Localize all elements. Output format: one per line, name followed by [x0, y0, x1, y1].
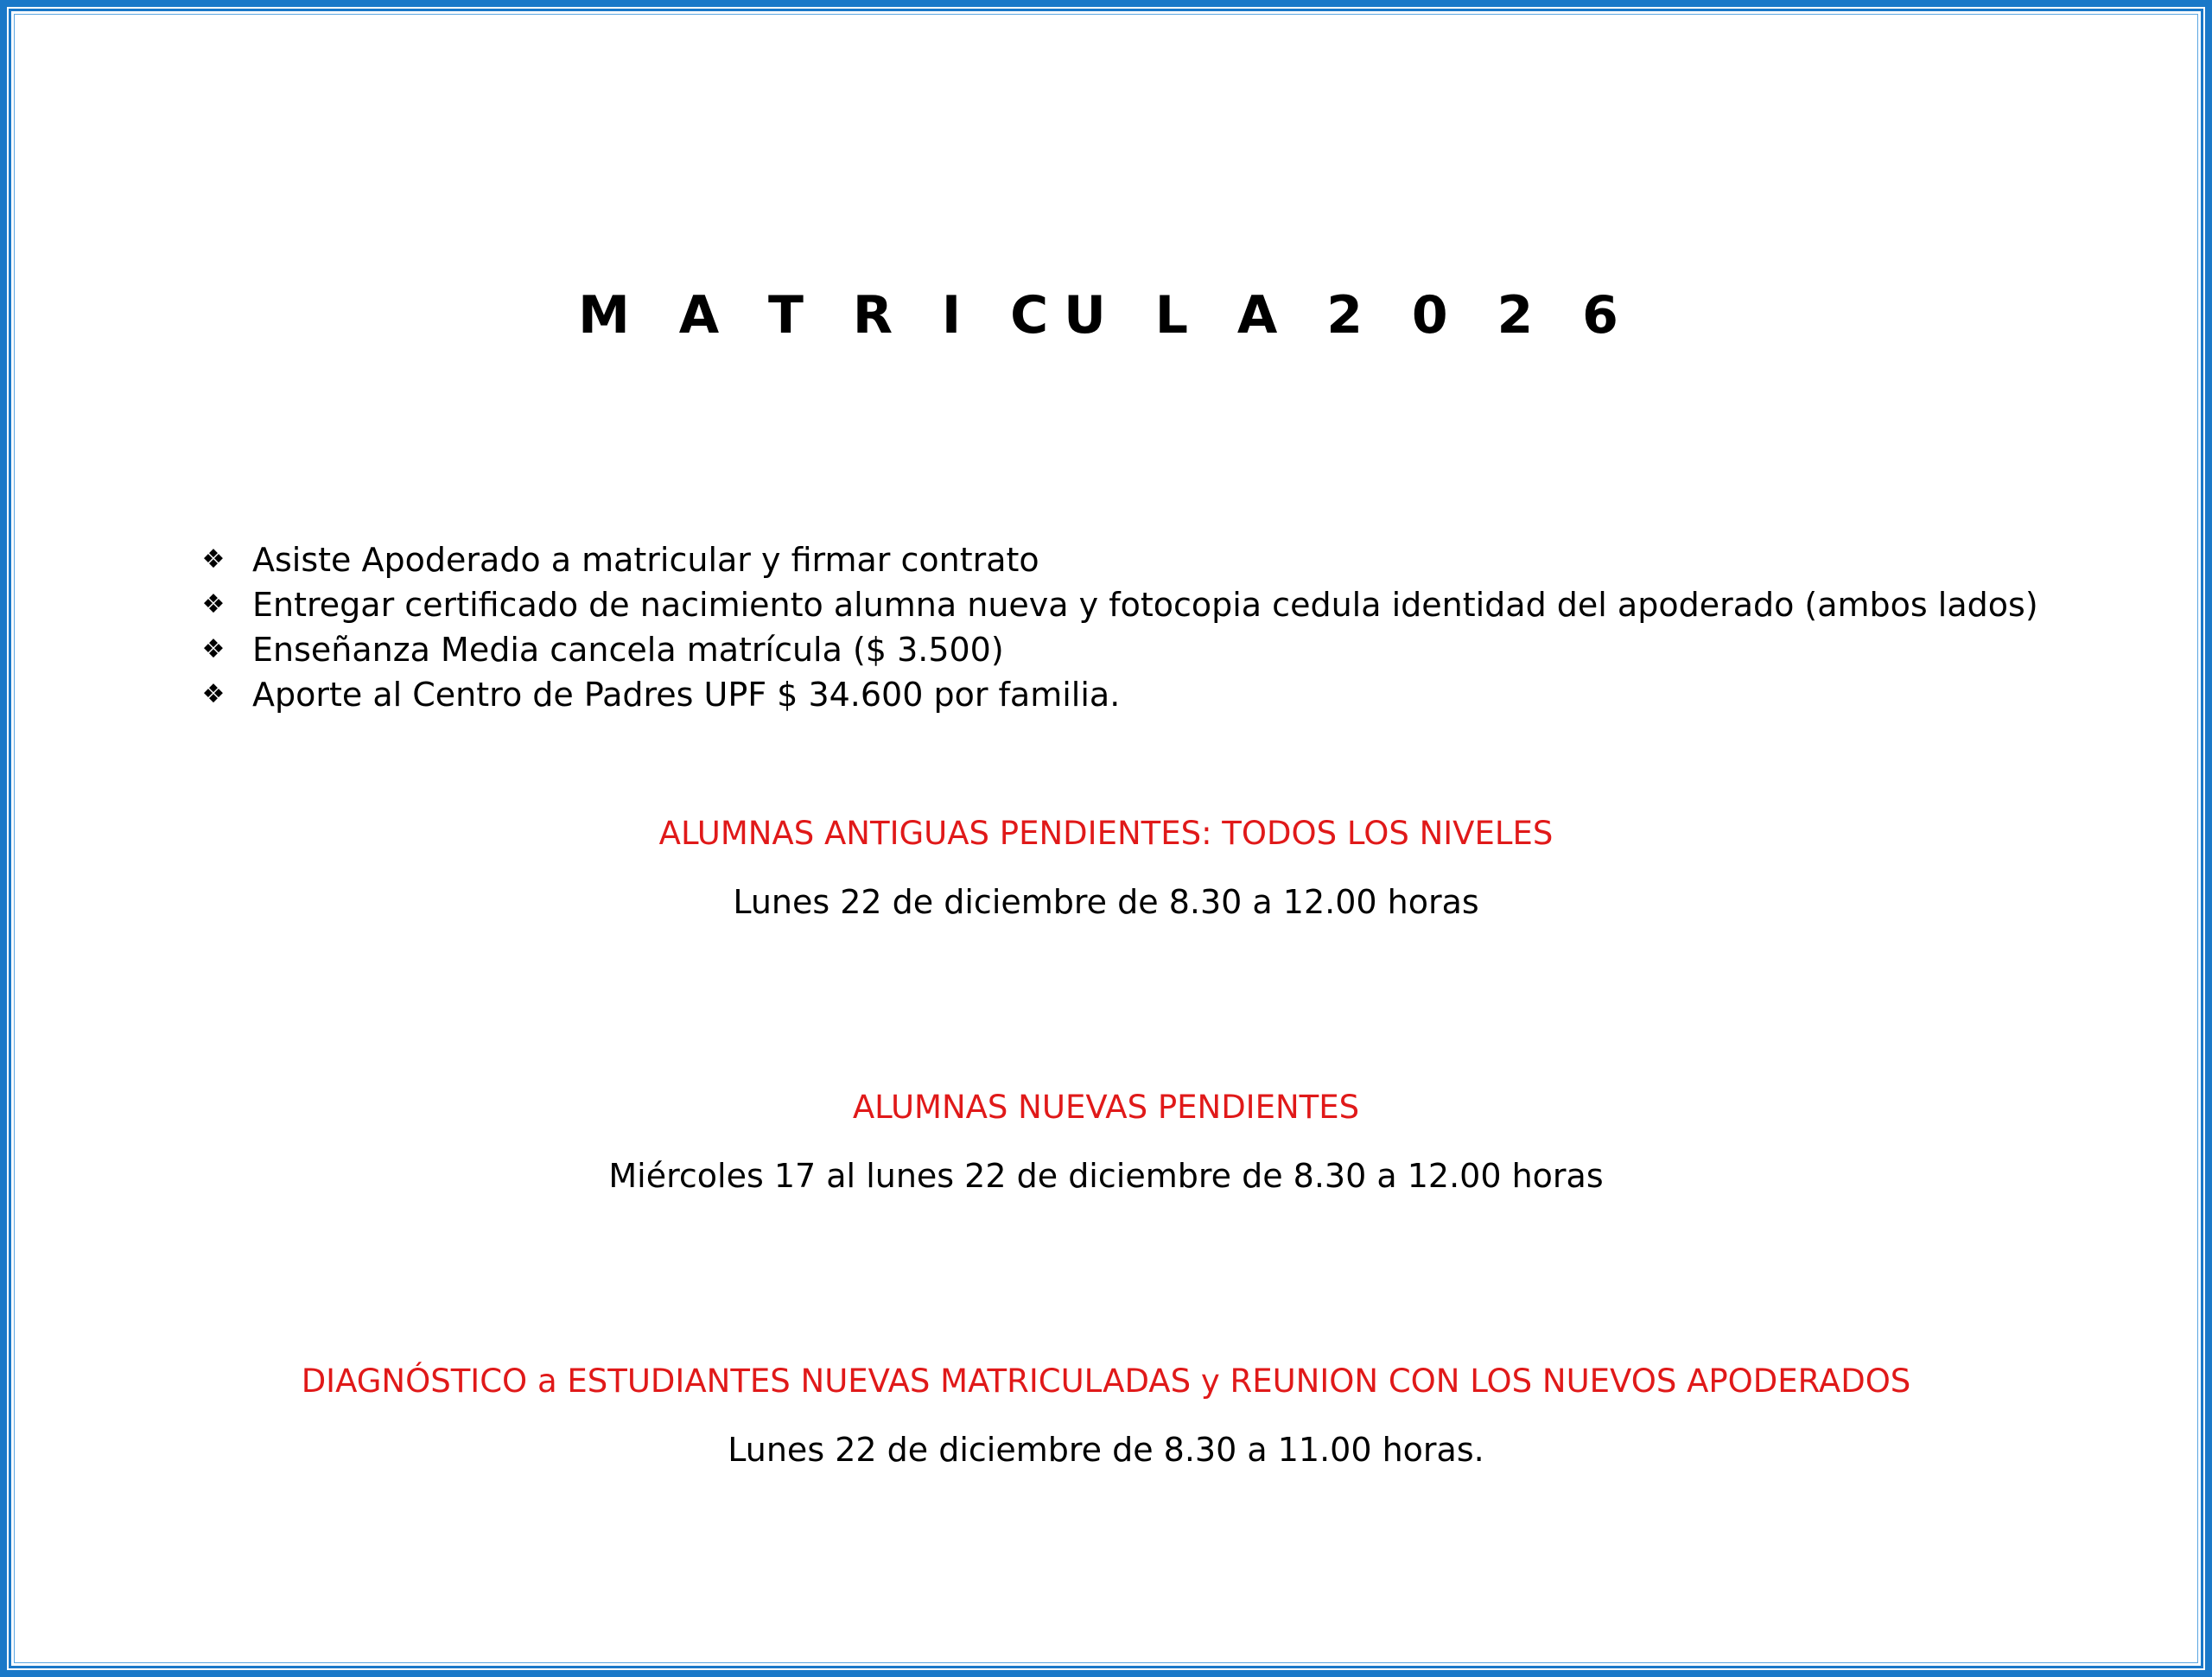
diamond-flower-icon: ❖ — [201, 544, 226, 575]
section-heading-new-students: ALUMNAS NUEVAS PENDIENTES — [852, 1089, 1360, 1126]
list-item-text: Entregar certificado de nacimiento alumna nueva y fotocopia cedula identidad del apoderado (ambos lados) — [252, 586, 2038, 624]
list-item — [199, 627, 2038, 672]
diamond-flower-icon: ❖ — [201, 634, 226, 664]
page-title: M A T R I CU L A 2 0 2 6 — [578, 285, 1634, 346]
diamond-flower-icon: ❖ — [201, 679, 226, 709]
list-item — [199, 582, 2038, 627]
diamond-flower-icon: ❖ — [201, 589, 226, 619]
list-item — [199, 672, 2038, 717]
section-schedule-new-students: Miércoles 17 al lunes 22 de diciembre de 8.30 a 12.00 horas — [608, 1157, 1604, 1195]
list-item-text: Enseñanza Media cancela matrícula ($ 3.500) — [252, 631, 1004, 669]
section-heading-diagnostic: DIAGNÓSTICO a ESTUDIANTES NUEVAS MATRICULADAS y REUNION CON LOS NUEVOS APODERADOS — [301, 1363, 1911, 1400]
section-schedule-diagnostic: Lunes 22 de diciembre de 8.30 a 11.00 horas. — [728, 1431, 1484, 1469]
requirements-list — [199, 537, 2038, 717]
list-item — [199, 537, 2038, 582]
section-schedule-returning-students: Lunes 22 de diciembre de 8.30 a 12.00 horas — [733, 883, 1479, 921]
list-item-text: Asiste Apoderado a matricular y firmar contrato — [252, 541, 1039, 579]
list-item-text: Aporte al Centro de Padres UPF $ 34.600 por familia. — [252, 676, 1121, 714]
section-heading-returning-students: ALUMNAS ANTIGUAS PENDIENTES: TODOS LOS NIVELES — [658, 815, 1554, 852]
